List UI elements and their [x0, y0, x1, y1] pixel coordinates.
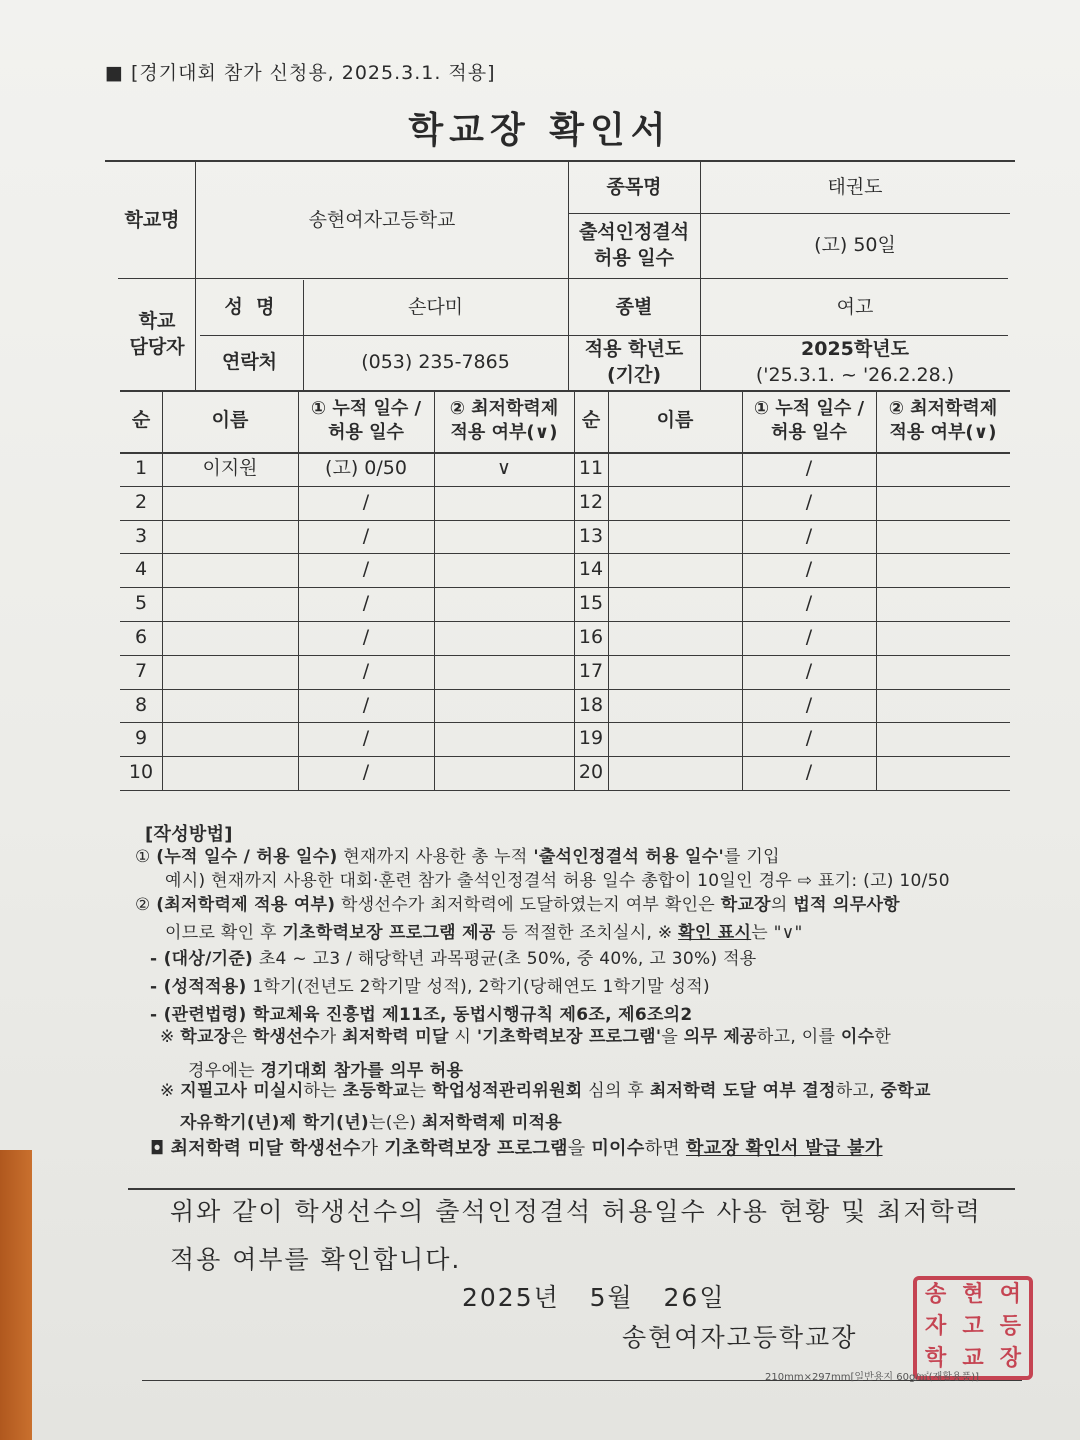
- seal-character: 현: [962, 1282, 984, 1307]
- row-number: 11: [578, 457, 604, 480]
- confirmation-line-2: 적용 여부를 확인합니다.: [170, 1245, 462, 1274]
- column-header-days-line2: 허용 일수: [328, 422, 404, 443]
- contact-value: (053) 235-7865: [361, 351, 510, 374]
- instruction-term: - (관련법령): [150, 1005, 247, 1025]
- instruction-term: 기초학력보장 프로그램 제공: [282, 923, 496, 943]
- row-number: 8: [134, 694, 148, 717]
- document-title: 학교장 확인서: [408, 110, 672, 151]
- category-value: 여고: [836, 295, 874, 318]
- absence-days-cell: /: [805, 491, 813, 514]
- instruction-term: '출석인정결석 허용 일수': [533, 847, 724, 867]
- instruction-text: 는 "∨": [751, 923, 803, 943]
- instruction-text: 한: [874, 1027, 892, 1047]
- min-academic-check-cell: [434, 655, 574, 689]
- absence-days-cell: /: [362, 626, 370, 649]
- year-label-line2: (기간): [606, 364, 662, 386]
- instruction-text: 하는: [303, 1081, 343, 1101]
- seal-character: 교: [962, 1346, 984, 1371]
- instruction-text: 이므로 확인 후: [165, 923, 283, 943]
- student-name-cell: [162, 756, 298, 790]
- column-header-min-academic-line1: ② 최저학력제: [888, 397, 998, 419]
- row-number: 18: [578, 694, 604, 717]
- instruction-term: - (성적적용): [150, 977, 247, 997]
- row-number: 19: [578, 727, 604, 750]
- seal-character: 자: [925, 1314, 947, 1339]
- row-number: 15: [578, 592, 604, 615]
- seal-character: 등: [999, 1314, 1021, 1339]
- column-header-no: 순: [581, 409, 601, 432]
- min-academic-check-cell: [876, 553, 1010, 587]
- absence-days-cell: /: [362, 525, 370, 548]
- sport-label: 종목명: [606, 176, 662, 199]
- student-name-cell: [162, 553, 298, 587]
- instruction-text: 을: [661, 1027, 684, 1047]
- instruction-term: 경기대회 참가를 의무 허용: [260, 1061, 464, 1081]
- instruction-text: 1학기(전년도 2학기말 성적), 2학기(당해연도 1학기말 성적): [246, 977, 710, 997]
- instruction-term: 학교장: [720, 895, 771, 915]
- row-number: 14: [578, 558, 604, 581]
- row-number: 16: [578, 626, 604, 649]
- instruction-term: 최저학력제 미적용: [422, 1113, 563, 1133]
- absence-days-cell: (고) 0/50: [325, 457, 407, 480]
- confirmation-signer: 송현여자고등학교장: [622, 1323, 858, 1352]
- instruction-text: 초4 ~ 고3 / 해당학년 과목평균(초 50%, 중 40%, 고 30%) 적용: [253, 949, 757, 969]
- school-seal-stamp: [913, 1276, 1033, 1380]
- circled-two-mark: ②: [135, 895, 151, 915]
- instruction-term: (최저학력제 적용 여부): [156, 895, 336, 915]
- absence-days-cell: /: [805, 558, 813, 581]
- absence-days-label-line2: 허용 일수: [593, 247, 675, 269]
- instruction-term: 의무 제공: [683, 1027, 757, 1047]
- absence-days-cell: /: [805, 592, 813, 615]
- instruction-line-6: [150, 972, 710, 997]
- instruction-line-10: [160, 1076, 931, 1101]
- min-academic-check-cell: ∨: [497, 457, 511, 480]
- seal-character: 송: [925, 1282, 947, 1307]
- paper-size-note: 210mm×297mm[일반용지 60g/㎡(재활용품)]: [765, 1372, 980, 1383]
- instruction-term: 중학교: [880, 1081, 931, 1101]
- min-academic-check-cell: [876, 486, 1010, 520]
- absence-days-cell: /: [805, 525, 813, 548]
- student-name-cell: [608, 756, 742, 790]
- school-name-value: 송현여자고등학교: [308, 209, 456, 232]
- instruction-term: 기초학력보장 프로그램: [384, 1138, 568, 1159]
- instruction-text: 하고, 이를: [756, 1027, 841, 1047]
- header-note: ■ [경기대회 참가 신청용, 2025.3.1. 적용]: [105, 62, 496, 84]
- student-name-cell: [608, 722, 742, 756]
- column-header-days: [298, 390, 434, 452]
- min-academic-check-cell: [876, 452, 1010, 486]
- instruction-line-8: [160, 1022, 891, 1047]
- notice-mark-icon: ◘: [150, 1138, 165, 1159]
- instruction-term: '기초학력보장 프로그램': [476, 1027, 662, 1047]
- instruction-term: 최저학력 도달 여부 결정: [649, 1081, 836, 1101]
- absence-days-cell: /: [362, 761, 370, 784]
- min-academic-check-cell: [876, 587, 1010, 621]
- instruction-term: 학교장: [180, 1027, 231, 1047]
- column-header-min-academic-line1: ② 최저학력제: [449, 397, 559, 419]
- column-header-name: 이름: [211, 409, 249, 432]
- instruction-line-1: [135, 842, 780, 867]
- background-edge: [0, 1150, 32, 1440]
- seal-character: 학: [925, 1346, 947, 1371]
- instructions-heading: [작성방법]: [145, 824, 233, 845]
- year-value: [700, 336, 1010, 390]
- min-academic-check-cell: [876, 756, 1010, 790]
- min-academic-check-cell: [876, 722, 1010, 756]
- confirmation-date: 2025년 5월 26일: [462, 1283, 726, 1312]
- column-header-min-academic-line2: 적용 여부(∨): [889, 422, 997, 443]
- manager-label-line2: 담당자: [129, 336, 185, 358]
- absence-days-cell: /: [362, 727, 370, 750]
- row-number: 20: [578, 761, 604, 784]
- column-header-name: 이름: [656, 409, 694, 432]
- absence-days-cell: /: [362, 491, 370, 514]
- instruction-text: 의: [770, 895, 794, 915]
- instruction-text: 하면: [644, 1138, 686, 1159]
- min-academic-check-cell: [434, 722, 574, 756]
- instruction-line-4: [165, 918, 803, 943]
- instruction-text: 심의 후: [582, 1081, 650, 1101]
- min-academic-check-cell: [876, 689, 1010, 723]
- student-name-cell: [162, 722, 298, 756]
- min-academic-check-cell: [434, 486, 574, 520]
- seal-character: 고: [962, 1314, 984, 1339]
- note-mark: ※: [160, 1027, 175, 1047]
- instruction-term: 학생선수: [252, 1027, 320, 1047]
- min-academic-check-cell: [434, 756, 574, 790]
- min-academic-check-cell: [876, 520, 1010, 554]
- student-name-cell: [162, 587, 298, 621]
- column-header-min-academic: [434, 390, 574, 452]
- school-name-label: 학교명: [124, 209, 180, 232]
- contact-label: 연락처: [221, 351, 278, 374]
- absence-days-value: (고) 50일: [814, 234, 896, 257]
- instruction-text: 학생선수가 최저학력에 도달하였는지 여부 확인은: [335, 895, 721, 915]
- min-academic-check-cell: [876, 621, 1010, 655]
- category-label: 종별: [615, 295, 653, 318]
- table-rule: [120, 790, 1010, 791]
- instruction-term: 자유학기(년)제 학기(년): [180, 1113, 369, 1133]
- column-header-days-line1: ① 누적 일수 /: [753, 397, 865, 419]
- absence-days-label-line1: 출석인정결석: [578, 221, 690, 244]
- person-name-label: 성 명: [224, 295, 275, 318]
- absence-days-cell: /: [805, 761, 813, 784]
- student-name-cell: [608, 452, 742, 486]
- instruction-term: 확인 표시: [678, 923, 752, 943]
- info-top-rule: [105, 160, 1015, 162]
- row-number: 12: [578, 491, 604, 514]
- instruction-text: 학교체육 진흥법 제11조, 동법시행규칙 제6조, 제6조의2: [246, 1005, 693, 1025]
- row-number: 7: [134, 660, 148, 683]
- row-number: 6: [134, 626, 148, 649]
- instruction-term: 최저학력 미달: [342, 1027, 449, 1047]
- student-name-cell: [162, 655, 298, 689]
- instruction-text: 가: [360, 1138, 385, 1159]
- year-value-line2: ('25.3.1. ~ '26.2.28.): [755, 364, 955, 386]
- instruction-term: 이수: [840, 1027, 875, 1047]
- student-name-cell: [608, 587, 742, 621]
- row-number: 4: [134, 558, 148, 581]
- student-name-cell: [608, 486, 742, 520]
- manager-label: [118, 280, 196, 390]
- confirmation-line-1: 위와 같이 학생선수의 출석인정결석 허용일수 사용 현황 및 최저학력: [170, 1197, 982, 1226]
- absence-days-cell: /: [362, 694, 370, 717]
- instruction-text: 를 기입: [724, 847, 780, 867]
- year-value-line1: 2025학년도: [801, 338, 909, 361]
- absence-days-label: [568, 214, 700, 278]
- seal-character: 장: [999, 1346, 1021, 1371]
- manager-label-line1: 학교: [138, 310, 176, 333]
- min-academic-check-cell: [434, 553, 574, 587]
- seal-character: 여: [999, 1282, 1021, 1307]
- instruction-text: 는: [409, 1081, 433, 1101]
- absence-days-cell: /: [805, 727, 813, 750]
- instruction-text: 는(은): [369, 1113, 423, 1133]
- student-name-cell: 이지원: [202, 457, 258, 480]
- min-academic-check-cell: [434, 587, 574, 621]
- instruction-line-12: [150, 1134, 883, 1160]
- instruction-term: 학교장 확인서 발급 불가: [685, 1138, 883, 1159]
- min-academic-check-cell: [434, 689, 574, 723]
- column-header-days-line2: 허용 일수: [771, 422, 847, 443]
- absence-days-cell: /: [805, 660, 813, 683]
- student-name-cell: [608, 655, 742, 689]
- row-number: 5: [134, 592, 148, 615]
- instruction-text: 가: [319, 1027, 343, 1047]
- student-name-cell: [162, 486, 298, 520]
- instruction-line-3: [135, 890, 900, 915]
- instruction-text: 은: [230, 1027, 253, 1047]
- instruction-text: 을: [567, 1138, 592, 1159]
- info-rule: [118, 278, 1008, 279]
- circled-one-mark: ①: [135, 847, 151, 867]
- note-mark: ※: [160, 1081, 175, 1101]
- year-label: [568, 336, 700, 390]
- student-name-cell: [162, 520, 298, 554]
- min-academic-check-cell: [434, 520, 574, 554]
- person-name-value: 손다미: [407, 295, 464, 318]
- confirmation-top-rule: [128, 1188, 1015, 1190]
- absence-days-cell: /: [805, 457, 813, 480]
- absence-days-cell: /: [805, 626, 813, 649]
- row-number: 17: [578, 660, 604, 683]
- row-number: 9: [134, 727, 148, 750]
- sport-value: 태권도: [827, 176, 883, 199]
- instruction-text: 경우에는: [188, 1061, 261, 1081]
- instruction-term: 학업성적관리위원회: [432, 1081, 583, 1101]
- absence-days-cell: /: [805, 694, 813, 717]
- instruction-text: 시: [448, 1027, 477, 1047]
- year-label-line1: 적용 학년도: [584, 338, 684, 361]
- row-number: 2: [134, 491, 148, 514]
- instruction-text: 하고,: [835, 1081, 881, 1101]
- instruction-line-2: 예시) 현재까지 사용한 대회·훈련 참가 출석인정결석 허용 일수 총합이 10일인 경우 ⇨ 표기: (고) 10/50: [165, 871, 950, 891]
- absence-days-cell: /: [362, 592, 370, 615]
- instruction-line-11: [180, 1108, 562, 1133]
- absence-days-cell: /: [362, 558, 370, 581]
- instruction-term: 미이수: [591, 1138, 645, 1159]
- absence-days-cell: /: [362, 660, 370, 683]
- column-header-days: [742, 390, 876, 452]
- instruction-term: (누적 일수 / 허용 일수): [156, 847, 338, 867]
- min-academic-check-cell: [434, 621, 574, 655]
- row-number: 1: [134, 457, 148, 480]
- min-academic-check-cell: [876, 655, 1010, 689]
- student-name-cell: [162, 621, 298, 655]
- student-name-cell: [608, 520, 742, 554]
- instruction-term: 법적 의무사항: [793, 895, 900, 915]
- column-header-min-academic-line2: 적용 여부(∨): [450, 422, 558, 443]
- column-header-min-academic: [876, 390, 1010, 452]
- student-name-cell: [162, 689, 298, 723]
- instruction-term: 최저학력 미달 학생선수: [170, 1138, 361, 1159]
- student-name-cell: [608, 689, 742, 723]
- instruction-term: - (대상/기준): [150, 949, 254, 969]
- instruction-text: 등 적절한 조치실시, ※: [495, 923, 679, 943]
- student-name-cell: [608, 621, 742, 655]
- row-number: 13: [578, 525, 604, 548]
- row-number: 3: [134, 525, 148, 548]
- instruction-line-5: [150, 944, 757, 969]
- instruction-text: 현재까지 사용한 총 누적: [337, 847, 534, 867]
- student-name-cell: [608, 553, 742, 587]
- instruction-term: 초등학교: [342, 1081, 410, 1101]
- instruction-term: 지필고사 미실시: [180, 1081, 304, 1101]
- row-number: 10: [128, 761, 154, 784]
- column-header-no: 순: [131, 409, 151, 432]
- column-header-days-line1: ① 누적 일수 /: [310, 397, 422, 419]
